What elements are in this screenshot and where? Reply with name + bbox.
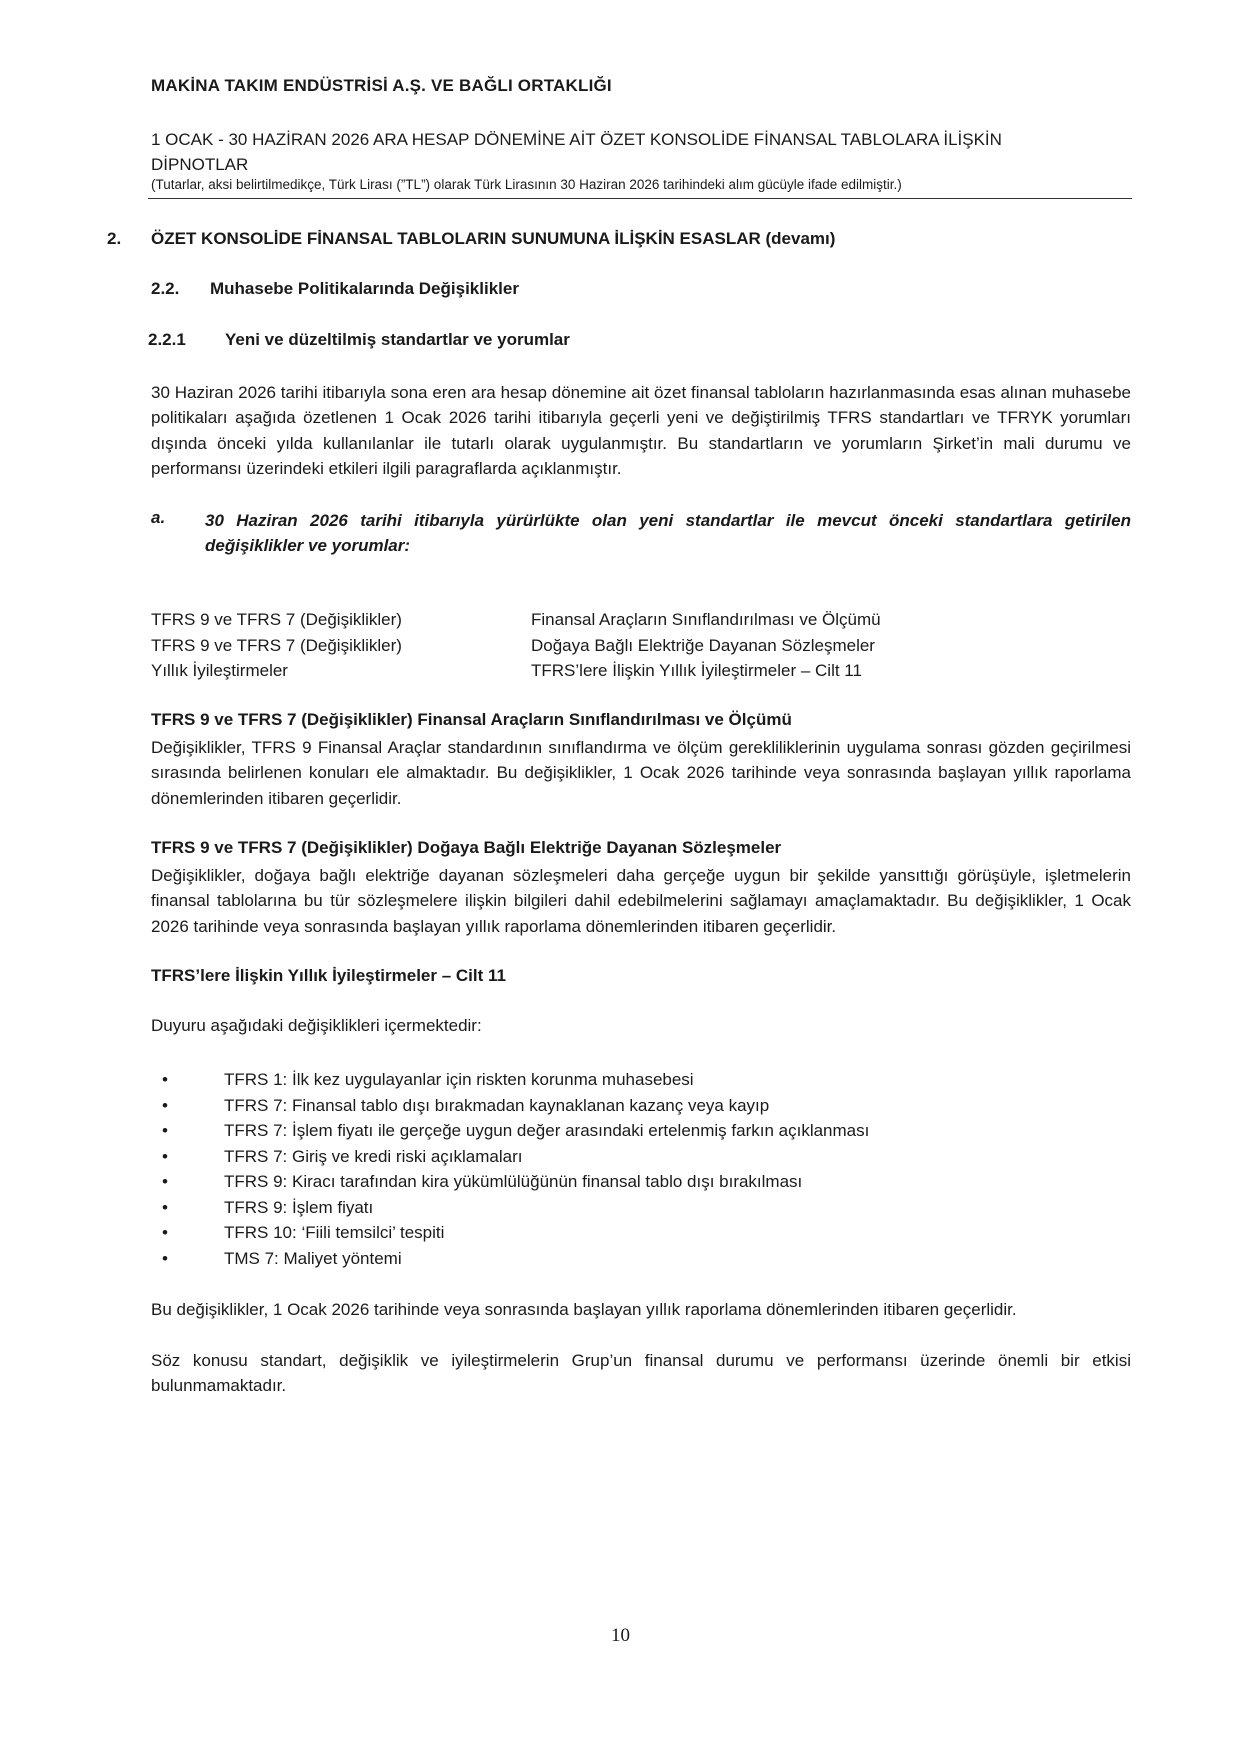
list-item-text: TFRS 10: ‘Fiili temsilci’ tespiti [224,1223,445,1242]
list-item [151,1118,869,1144]
effective-note: Bu değişiklikler, 1 Ocak 2026 tarihinde veya sonrasında başlayan yıllık raporlama dönemlerinden itibaren geçerlidir. [151,1300,1017,1319]
block3-heading: TFRS’lere İlişkin Yıllık İyileştirmeler – Cilt 11 [151,966,506,985]
subsubsection-title: Yeni ve düzeltilmiş standartlar ve yorumlar [225,330,570,349]
list-item-text: TFRS 7: İşlem fiyatı ile gerçeğe uygun değer arasındaki ertelenmiş farkın açıklanması [224,1121,870,1140]
bullet-icon: • [162,1197,168,1217]
subsection-title: Muhasebe Politikalarında Değişiklikler [210,279,519,298]
list-item-text: TFRS 9: İşlem fiyatı [224,1197,374,1217]
block2-heading: TFRS 9 ve TFRS 7 (Değişiklikler) Doğaya Bağlı Elektriğe Dayanan Sözleşmeler [151,838,782,857]
list-item [151,1067,869,1093]
currency-note: (Tutarlar, aksi belirtilmedikçe, Türk Lirası (”TL”) olarak Türk Lirasının 30 Haziran 2026 tarihindeki alım gücüyle ifade edilmiştir.) [151,177,902,192]
bullet-icon: • [162,1121,168,1140]
block1-heading: TFRS 9 ve TFRS 7 (Değişiklikler) Finansal Araçların Sınıflandırılması ve Ölçümü [151,710,792,729]
list-item-text: TFRS 7: Finansal tablo dışı bırakmadan kaynaklanan kazanç veya kayıp [224,1095,770,1115]
bullet-icon: • [162,1172,168,1191]
list-item [151,1220,869,1246]
page-number: 10 [611,1625,630,1646]
list-item [151,1093,869,1119]
block2-text: Değişiklikler, doğaya bağlı elektriğe dayanan sözleşmeleri daha gerçeğe uygun bir şekilde yansıttığı görüşüyle, işletmelerin finansal tablolarına bu tür sözleşmelere ilişkin bilgileri dahil edebilmelerini sağlamayı amaçlamaktadır. Bu değişiklikler, 1 Ocak 2026 tarihinde veya sonrasında başlayan yıllık raporlama dönemlerinden itibaren geçerlidir. [151,866,1131,936]
list-item [151,1195,869,1221]
bullet-icon: • [162,1070,168,1089]
item-a-text: 30 Haziran 2026 tarihi itibarıyla yürürlükte olan yeni standartlar ile mevcut önceki standartlara getirilen değişiklikler ve yorumlar: [205,511,1131,555]
list-item [151,1144,869,1170]
list-item-text: TMS 7: Maliyet yöntemi [224,1248,402,1268]
standards-row [151,658,1131,684]
header-divider [148,198,1132,199]
conclusion-paragraph: Söz konusu standart, değişiklik ve iyileştirmelerin Grup’un finansal durumu ve performansı üzerinde önemli bir etkisi bulunmamaktadır. [151,1351,1131,1396]
standard-description: Finansal Araçların Sınıflandırılması ve Ölçümü [531,610,881,629]
standards-list [151,607,1131,684]
company-name: MAKİNA TAKIM ENDÜSTRİSİ A.Ş. VE BAĞLI ORTAKLIĞI [151,76,612,95]
improvements-list [151,1067,869,1271]
standard-name: TFRS 9 ve TFRS 7 (Değişiklikler) [151,635,402,655]
report-title: 1 OCAK - 30 HAZİRAN 2026 ARA HESAP DÖNEMİNE AİT ÖZET KONSOLİDE FİNANSAL TABLOLARA İLİŞKİN DİPNOTLAR [151,130,1002,174]
standards-row [151,633,1131,659]
list-item-text: TFRS 7: Giriş ve kredi riski açıklamaları [224,1146,523,1166]
subsubsection-number: 2.2.1 [148,330,186,349]
bullet-icon: • [162,1146,168,1166]
standard-name: TFRS 9 ve TFRS 7 (Değişiklikler) [151,610,402,629]
block3-intro: Duyuru aşağıdaki değişiklikleri içermektedir: [151,1016,482,1035]
block1-text: Değişiklikler, TFRS 9 Finansal Araçlar standardının sınıflandırma ve ölçüm gerekliliklerinin uygulama sonrası gözden geçirilmesi sırasında belirlenen konuları ele almaktadır. Bu değişiklikler, 1 Ocak 2026 tarihinde veya sonrasında başlayan yıllık raporlama dönemlerinden itibaren geçerlidir. [151,738,1131,808]
standard-description: Doğaya Bağlı Elektriğe Dayanan Sözleşmeler [531,635,875,655]
list-item [151,1169,869,1195]
standards-row [151,607,1131,633]
item-a-label: a. [151,508,166,527]
standard-description: TFRS’lere İlişkin Yıllık İyileştirmeler – Cilt 11 [531,661,862,680]
section-number: 2. [107,229,122,248]
intro-paragraph: 30 Haziran 2026 tarihi itibarıyla sona eren ara hesap dönemine ait özet finansal tabloların hazırlanmasında esas alınan muhasebe politikaları aşağıda özetlenen 1 Ocak 2026 tarihi itibarıyla geçerli yeni ve değiştirilmiş TFRS standartları ve TFRYK yorumları dışında önceki yılda kullanılanlar ile tutarlı olarak uygulanmıştır. Bu standartların ve yorumların Şirket’in mali durumu ve performansı üzerindeki etkileri ilgili paragraflarda açıklanmıştır. [151,383,1131,479]
subsection-number: 2.2. [151,279,180,298]
list-item-text: TFRS 1: İlk kez uygulayanlar için riskten korunma muhasebesi [224,1070,694,1089]
section-title: ÖZET KONSOLİDE FİNANSAL TABLOLARIN SUNUMUNA İLİŞKİN ESASLAR (devamı) [151,229,836,248]
bullet-icon: • [162,1248,168,1268]
standard-name: Yıllık İyileştirmeler [151,661,288,680]
bullet-icon: • [162,1095,168,1115]
list-item-text: TFRS 9: Kiracı tarafından kira yükümlülüğünün finansal tablo dışı bırakılması [224,1172,803,1191]
bullet-icon: • [162,1223,168,1242]
list-item [151,1246,869,1272]
